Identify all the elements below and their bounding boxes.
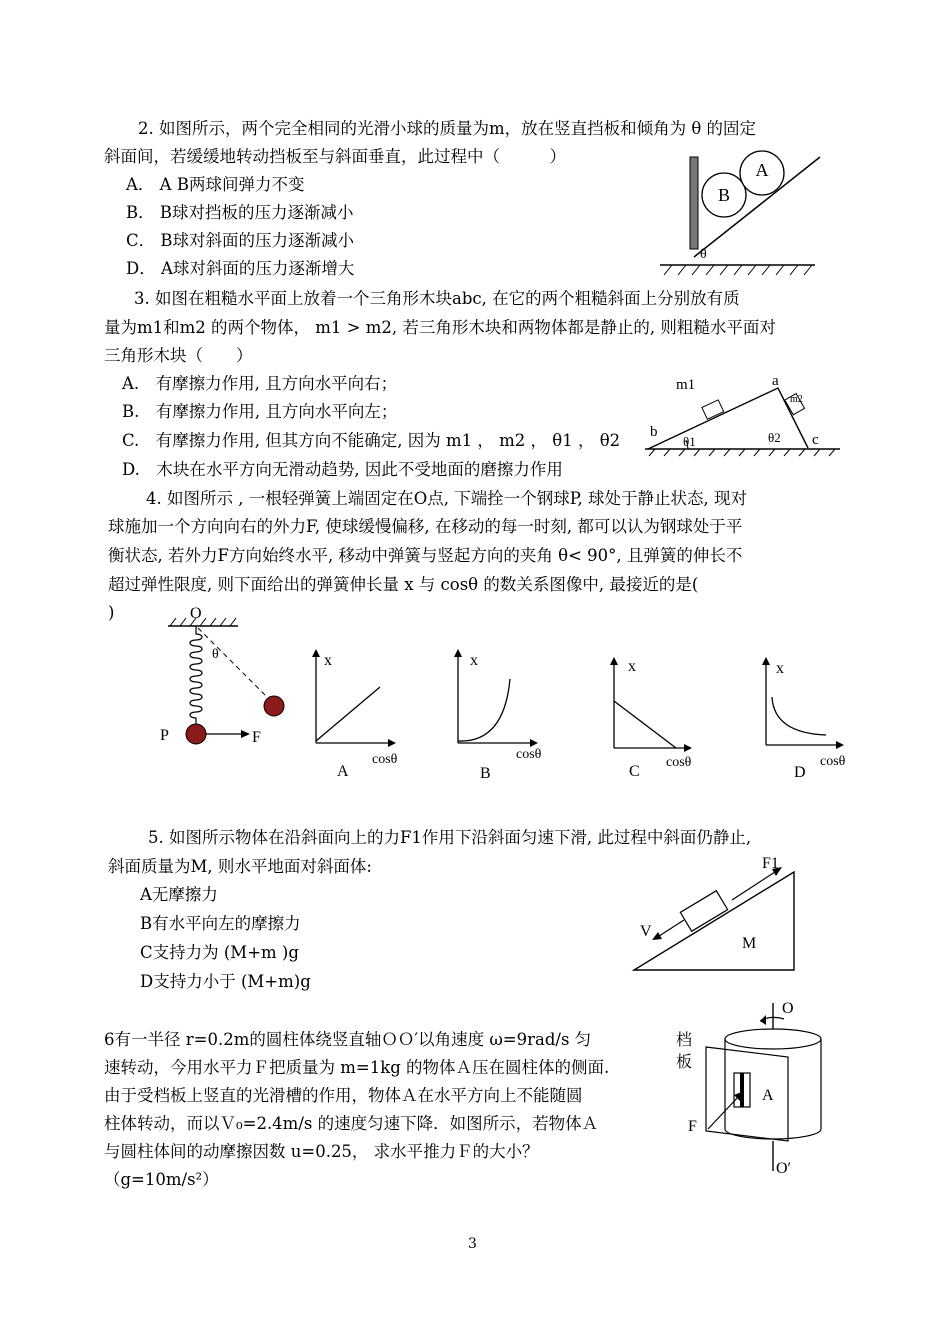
q3-option-d: D. 木块在水平方向无滑动趋势, 因此不受地面的磨擦力作用 bbox=[122, 460, 563, 479]
q3-line-2: 量为m1和m2 的两个物体， m1 > m2, 若三角形木块和两物体都是静止的, 则粗糙水平面对 bbox=[104, 318, 776, 337]
force-f-arrow bbox=[708, 1095, 740, 1129]
q3-option-c: C. 有摩擦力作用, 但其方向不能确定, 因为 m1 ， m2 ， θ1 ， θ2 bbox=[122, 431, 621, 450]
velocity-arrow bbox=[656, 920, 684, 938]
label-f1: F1 bbox=[762, 855, 779, 872]
graph-d bbox=[750, 645, 865, 785]
graph-b bbox=[446, 645, 561, 785]
q4-spring-figure bbox=[150, 598, 300, 753]
q6-line-1: 6有一半径 r=0.2m的圆柱体绕竖直轴ＯＯ′以角速度 ω=9rad/s 匀 bbox=[104, 1030, 592, 1049]
q4-line-3: 衡状态, 若外力F方向始终水平, 移动中弹簧与竖起方向的夹角 θ< 90°, 且弹簧的伸长不 bbox=[108, 546, 743, 565]
q4-line-2: 球施加一个方向向右的外力F, 使球缓慢偏移, 在移动的每一时刻, 都可以认为钢球处于平 bbox=[108, 517, 743, 536]
block-m1 bbox=[702, 400, 724, 419]
q6-line-6: （g=10m/s²） bbox=[104, 1170, 219, 1189]
baffle bbox=[690, 157, 698, 249]
deflected-direction bbox=[198, 628, 268, 698]
graph-c-y-label: x bbox=[628, 658, 636, 675]
q2-line-2: 斜面间，若缓缓地转动挡板至与斜面垂直，此过程中（ ） bbox=[104, 147, 566, 166]
label-p: P bbox=[160, 727, 169, 744]
q2-option-c: C． B球对斜面的压力逐渐减小 bbox=[126, 231, 354, 250]
label-theta1: θ1 bbox=[683, 434, 696, 449]
q3-line-3: 三角形木块（ ） bbox=[104, 346, 253, 365]
label-baffle-2: 板 bbox=[676, 1054, 693, 1071]
q3-option-a: A. 有摩擦力作用, 且方向水平向右； bbox=[122, 374, 398, 393]
graph-d-option-label: D bbox=[794, 764, 806, 781]
label-b: b bbox=[650, 424, 658, 440]
q2-figure bbox=[650, 145, 850, 285]
label-m1: m1 bbox=[676, 377, 696, 393]
q6-line-4: 柱体转动，而以Ｖ₀=2.4m/s 的速度匀速下降．如图所示，若物体Ａ bbox=[104, 1114, 599, 1133]
graph-c bbox=[600, 645, 715, 785]
graph-b-x-label: cosθ bbox=[516, 747, 542, 762]
q2-option-a: A． A B两球间弹力不变 bbox=[126, 175, 305, 194]
graph-c-option-label: C bbox=[629, 763, 640, 780]
q5-option-b: B有水平向左的摩擦力 bbox=[140, 914, 301, 933]
slot bbox=[740, 1073, 744, 1107]
label-a: a bbox=[772, 373, 779, 389]
graph-b-option-label: B bbox=[480, 765, 491, 782]
graph-a-y-label: x bbox=[324, 652, 332, 669]
graph-a-curve bbox=[316, 687, 380, 741]
label-o-bottom: O′ bbox=[776, 1160, 792, 1177]
q4-line-4: 超过弹性限度, 则下面给出的弹簧伸长量 x 与 cosθ 的数关系图像中, 最接近的是( bbox=[108, 575, 699, 594]
label-c: c bbox=[812, 432, 819, 448]
q2-line-1: 2. 如图所示，两个完全相同的光滑小球的质量为m，放在竖直挡板和倾角为 θ 的固定 bbox=[138, 119, 757, 138]
incline-m bbox=[634, 872, 794, 970]
graph-d-curve bbox=[772, 697, 826, 735]
q2-option-b: B． B球对挡板的压力逐渐减小 bbox=[126, 203, 354, 222]
label-theta2: θ2 bbox=[768, 430, 781, 445]
label-f: F bbox=[252, 729, 261, 746]
q5-figure bbox=[630, 848, 815, 978]
label-v: V bbox=[640, 923, 652, 940]
q3-figure bbox=[640, 370, 845, 465]
theta-label: θ bbox=[700, 247, 707, 262]
label-a: A bbox=[762, 1087, 774, 1104]
q6-line-5: 与圆柱体间的动摩擦因数 u=0.25， 求水平推力Ｆ的大小？ bbox=[104, 1142, 539, 1161]
q3-line-1: 3. 如图在粗糙水平面上放着一个三角形木块abc, 在它的两个粗糙斜面上分别放有质 bbox=[134, 289, 740, 308]
page-number: 3 bbox=[468, 1236, 477, 1252]
q6-figure bbox=[670, 995, 840, 1180]
q5-option-d: D支持力小于 (M+m)g bbox=[140, 972, 311, 991]
cylinder-bottom bbox=[725, 1129, 821, 1139]
q3-option-b: B. 有摩擦力作用, 且方向水平向左； bbox=[122, 402, 398, 421]
graph-c-x-label: cosθ bbox=[666, 755, 692, 770]
spring bbox=[190, 626, 202, 724]
q5-option-c: C支持力为 (M+m )g bbox=[140, 943, 299, 962]
graph-d-y-label: x bbox=[776, 660, 784, 677]
graph-a-option-label: A bbox=[337, 763, 349, 780]
ball-p bbox=[186, 724, 206, 744]
label-m: M bbox=[742, 935, 757, 952]
ball-a-label: A bbox=[755, 160, 769, 180]
graph-c-curve bbox=[614, 701, 676, 748]
graph-d-x-label: cosθ bbox=[820, 754, 846, 769]
graph-a-x-label: cosθ bbox=[372, 752, 398, 767]
graph-b-curve bbox=[458, 679, 510, 741]
label-m2: m2 bbox=[790, 394, 803, 405]
label-o-top: O bbox=[782, 1000, 794, 1017]
q4-line-1: 4. 如图所示 , 一根轻弹簧上端固定在O点, 下端拴一个钢球P, 球处于静止状态, 现对 bbox=[146, 489, 747, 508]
label-baffle-1: 档 bbox=[676, 1032, 693, 1049]
label-theta: θ bbox=[212, 647, 219, 662]
q6-line-2: 速转动，今用水平力Ｆ把质量为 m=1kg 的物体Ａ压在圆柱体的侧面. bbox=[104, 1058, 610, 1077]
q4-line-5: ) bbox=[108, 603, 115, 622]
ball-b-label: B bbox=[717, 185, 731, 205]
block-m bbox=[680, 891, 727, 931]
graph-a bbox=[300, 645, 415, 785]
cylinder-top bbox=[725, 1029, 821, 1049]
q5-option-a: A无摩擦力 bbox=[140, 885, 218, 904]
graph-b-y-label: x bbox=[470, 652, 478, 669]
q5-line-1: 5. 如图所示物体在沿斜面向上的力F1作用下沿斜面匀速下滑, 此过程中斜面仍静止, bbox=[148, 828, 752, 847]
q2-option-d: D． A球对斜面的压力逐渐增大 bbox=[126, 259, 355, 278]
point-o: O bbox=[190, 605, 202, 622]
label-f: F bbox=[688, 1118, 697, 1135]
q5-line-2: 斜面质量为M, 则水平地面对斜面体: bbox=[108, 857, 372, 876]
wedge-abc bbox=[648, 388, 808, 449]
ball-deflected bbox=[264, 696, 284, 716]
q6-line-3: 由于受档板上竖直的光滑槽的作用，物体Ａ在水平方向上不能随圆 bbox=[104, 1086, 583, 1105]
